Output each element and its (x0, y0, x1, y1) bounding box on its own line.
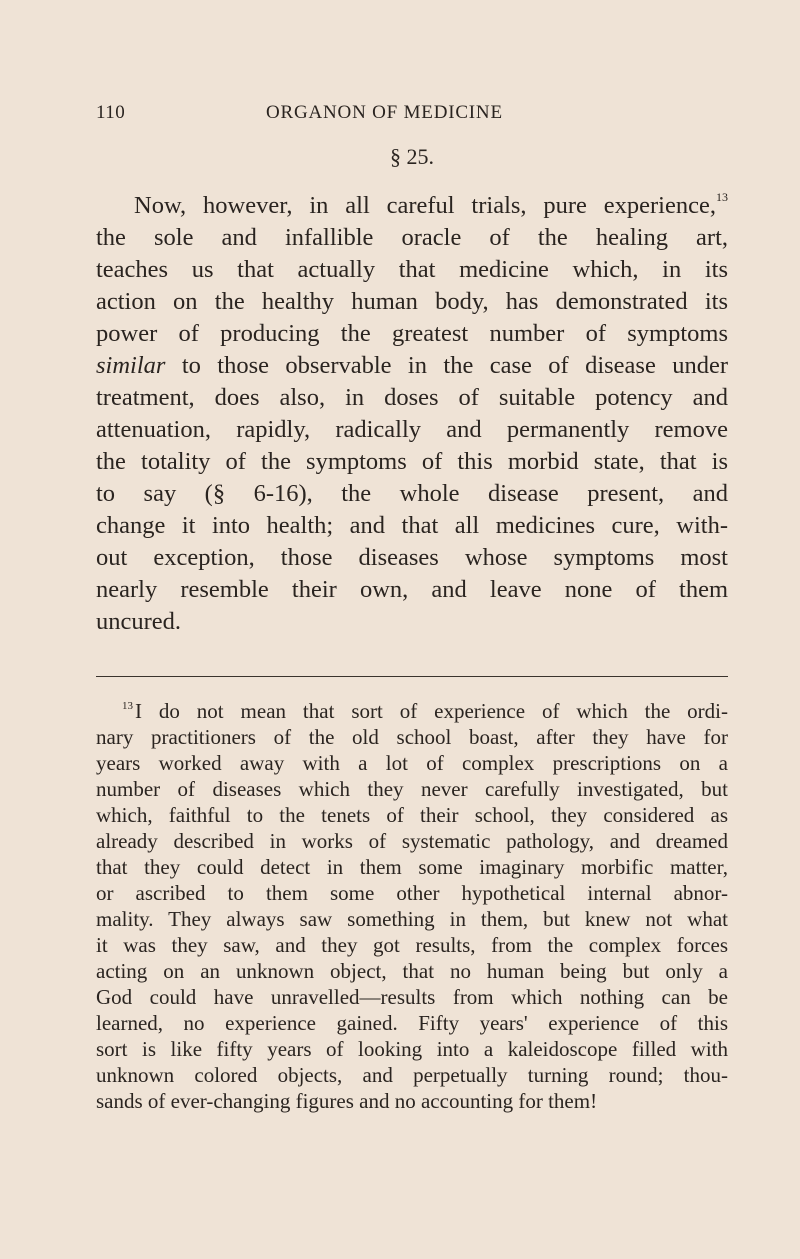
footnote-marker: 13 (122, 700, 133, 712)
body-line: to say (§ 6-16), the whole disease present, and (96, 480, 728, 507)
body-line: uncured. (96, 608, 182, 635)
footnote-line: years worked away with a lot of complex prescriptions on a (96, 751, 728, 775)
body-line-text: Now, however, in all careful trials, pure experience, (134, 192, 716, 219)
footnote-line (96, 698, 728, 724)
body-line: nearly resemble their own, and leave none of them (96, 576, 728, 603)
body-line (96, 190, 728, 222)
footnote-line-text: I do not mean that sort of experience of which the ordi- (135, 699, 728, 723)
body-line (96, 350, 728, 382)
body-line: the totality of the symptoms of this morbid state, that is (96, 448, 728, 475)
footnote-line: sands of ever-changing figures and no accounting for them! (96, 1089, 598, 1113)
body-line: out exception, those diseases whose symptoms most (96, 544, 728, 571)
footnote-line: or ascribed to them some other hypothetical internal abnor- (96, 881, 728, 905)
footnote-line: unknown colored objects, and perpetually turning round; thou- (96, 1063, 728, 1087)
running-title: ORGANON OF MEDICINE (266, 102, 503, 123)
section-heading: § 25. (390, 144, 434, 169)
body-line: action on the healthy human body, has demonstrated its (96, 288, 728, 315)
body-line: power of producing the greatest number of symptoms (96, 320, 728, 347)
main-paragraph (96, 190, 728, 638)
footnote-separator-rule (96, 676, 728, 677)
footnote-reference[interactable]: 13 (716, 190, 728, 204)
footnote-line: God could have unravelled—results from which nothing can be (96, 985, 728, 1009)
footnote-line: nary practitioners of the old school boast, after they have for (96, 725, 728, 749)
body-line: the sole and infallible oracle of the healing art, (96, 224, 728, 251)
running-head (96, 102, 728, 126)
footnote-line: which, faithful to the tenets of their school, they considered as (96, 803, 728, 827)
footnote-line: mality. They always saw something in them, but knew not what (96, 907, 728, 931)
page-number: 110 (96, 102, 126, 123)
italic-emphasis: similar (96, 352, 166, 379)
footnote-line: number of diseases which they never carefully investigated, but (96, 777, 728, 801)
footnote-line: already described in works of systematic pathology, and dreamed (96, 829, 728, 853)
footnote-line: that they could detect in them some imaginary morbific matter, (96, 855, 728, 879)
footnote-line: sort is like fifty years of looking into a kaleidoscope filled with (96, 1037, 728, 1061)
footnote (96, 698, 728, 1114)
body-line: teaches us that actually that medicine which, in its (96, 256, 728, 283)
body-line-text: to those observable in the case of disease under (181, 352, 729, 379)
footnote-line: it was they saw, and they got results, from the complex forces (96, 933, 728, 957)
body-line: change it into health; and that all medicines cure, with- (96, 512, 728, 539)
body-line: treatment, does also, in doses of suitable potency and (96, 384, 728, 411)
footnote-line: acting on an unknown object, that no human being but only a (96, 959, 728, 983)
footnote-line: learned, no experience gained. Fifty years' experience of this (96, 1011, 728, 1035)
body-line: attenuation, rapidly, radically and permanently remove (96, 416, 728, 443)
